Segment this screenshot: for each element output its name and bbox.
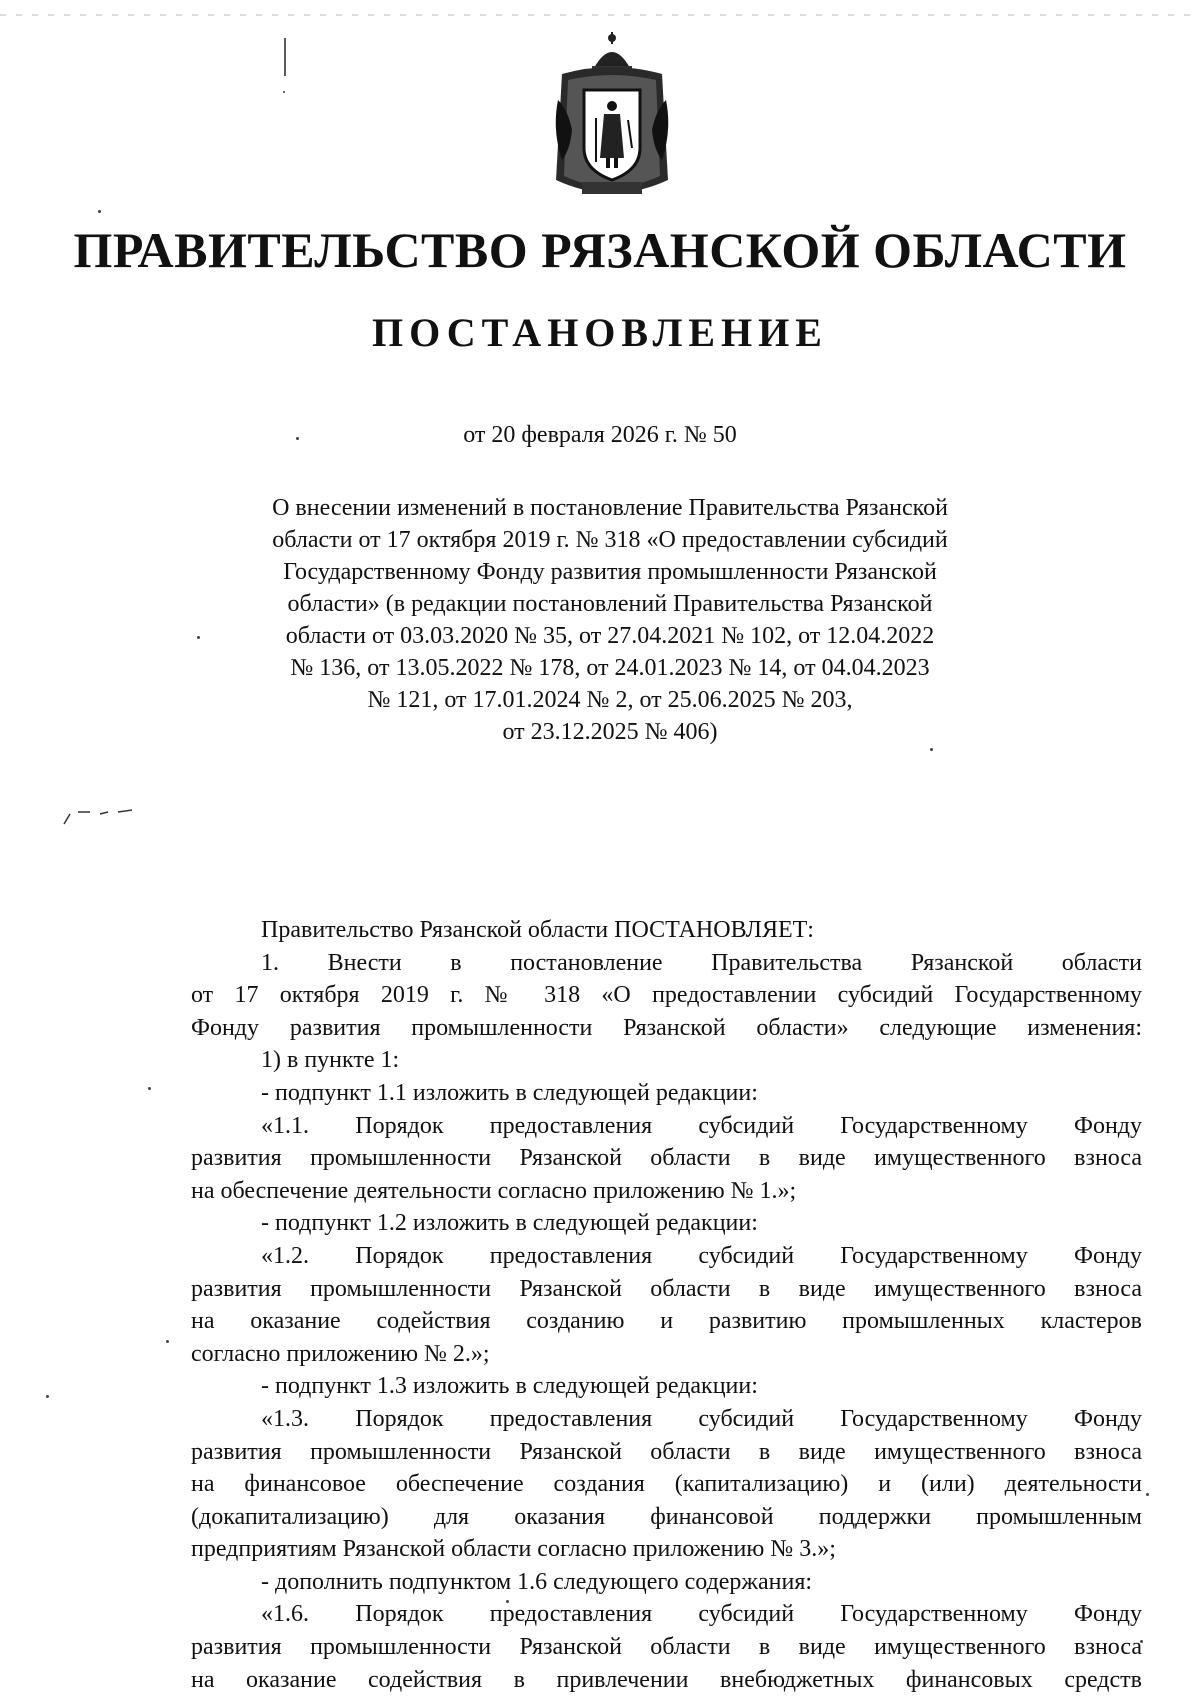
body-line: - подпункт 1.1 изложить в следующей редакции:: [261, 1079, 758, 1106]
body-line: «1.2. Порядок предоставления субсидий Государственному Фонду: [261, 1242, 1142, 1269]
body-line: - дополнить подпунктом 1.6 следующего содержания:: [261, 1568, 813, 1595]
body-line: (докапитализацию) для оказания финансовой поддержки промышленным: [191, 1503, 1142, 1530]
subject-line: О внесении изменений в постановление Правительства Рязанской: [272, 495, 948, 521]
body-line: на оказание содействия в привлечении внебюджетных финансовых средств: [191, 1666, 1142, 1693]
scan-speck: [166, 1340, 169, 1343]
document-subject: [240, 492, 980, 748]
body-line: 1) в пункте 1:: [261, 1047, 400, 1074]
subject-line: области» (в редакции постановлений Правительства Рязанской: [287, 591, 933, 617]
scan-mark: [282, 36, 288, 96]
body-line: «1.1. Порядок предоставления субсидий Государственному Фонду: [261, 1112, 1142, 1139]
body-line: развития промышленности Рязанской области в виде имущественного взноса: [191, 1438, 1142, 1465]
document-body: [191, 914, 1142, 1696]
body-line: развития промышленности Рязанской области в виде имущественного взноса: [191, 1634, 1142, 1661]
scan-speck: [930, 748, 933, 751]
body-line: - подпункт 1.3 изложить в следующей редакции:: [261, 1373, 758, 1400]
scan-edge-artifact: [0, 14, 1200, 16]
body-line: на финансовое обеспечение создания (капитализацию) и (или) деятельности: [191, 1471, 1142, 1498]
body-line: Правительство Рязанской области ПОСТАНОВЛЯЕТ:: [261, 917, 814, 943]
subject-line: области от 03.03.2020 № 35, от 27.04.2021 № 102, от 12.04.2022: [285, 623, 935, 649]
body-line: 1. Внести в постановление Правительства Рязанской области: [261, 949, 1142, 976]
scan-speck: [46, 1395, 49, 1398]
document-type: ПОСТАНОВЛЕНИЕ: [372, 310, 828, 355]
body-line: Фонду развития промышленности Рязанской области» следующие изменения:: [191, 1014, 1142, 1041]
body-line: на обеспечение деятельности согласно приложению № 1.»;: [191, 1177, 797, 1204]
body-line: на оказание содействия созданию и развитию промышленных кластеров: [191, 1308, 1142, 1335]
body-line: «1.3. Порядок предоставления субсидий Государственному Фонду: [261, 1405, 1142, 1432]
document-date-number: от 20 февраля 2026 г. № 50: [463, 422, 737, 448]
body-line: предприятиям Рязанской области согласно приложению № 3.»;: [191, 1536, 836, 1563]
body-line: согласно приложению № 2.»;: [191, 1340, 490, 1367]
subject-line: № 136, от 13.05.2022 № 178, от 24.01.2023 № 14, от 04.04.2023: [290, 655, 930, 681]
body-line: развития промышленности Рязанской области в виде имущественного взноса: [191, 1275, 1142, 1302]
body-line: от 17 октября 2019 г. № 318 «О предоставлении субсидий Государственному: [191, 982, 1142, 1009]
scan-speck: [197, 636, 200, 639]
body-line: развития промышленности Рязанской области в виде имущественного взноса: [191, 1145, 1142, 1172]
subject-line: № 121, от 17.01.2024 № 2, от 25.06.2025 № 203,: [367, 687, 853, 713]
scan-speck: [148, 1087, 151, 1090]
scan-speck: [1146, 1493, 1149, 1496]
body-line: - подпункт 1.2 изложить в следующей редакции:: [261, 1210, 758, 1237]
subject-line: Государственному Фонду развития промышленности Рязанской: [283, 559, 937, 585]
body-line: «1.6. Порядок предоставления субсидий Государственному Фонду: [261, 1601, 1142, 1628]
subject-line: области от 17 октября 2019 г. № 318 «О предоставлении субсидий: [272, 527, 948, 553]
government-name: ПРАВИТЕЛЬСТВО РЯЗАНСКОЙ ОБЛАСТИ: [73, 222, 1127, 278]
scan-mark: [60, 800, 150, 830]
scan-speck: [98, 210, 101, 213]
ryazan-coat-of-arms-icon: [552, 30, 672, 205]
subject-line: от 23.12.2025 № 406): [502, 719, 718, 745]
